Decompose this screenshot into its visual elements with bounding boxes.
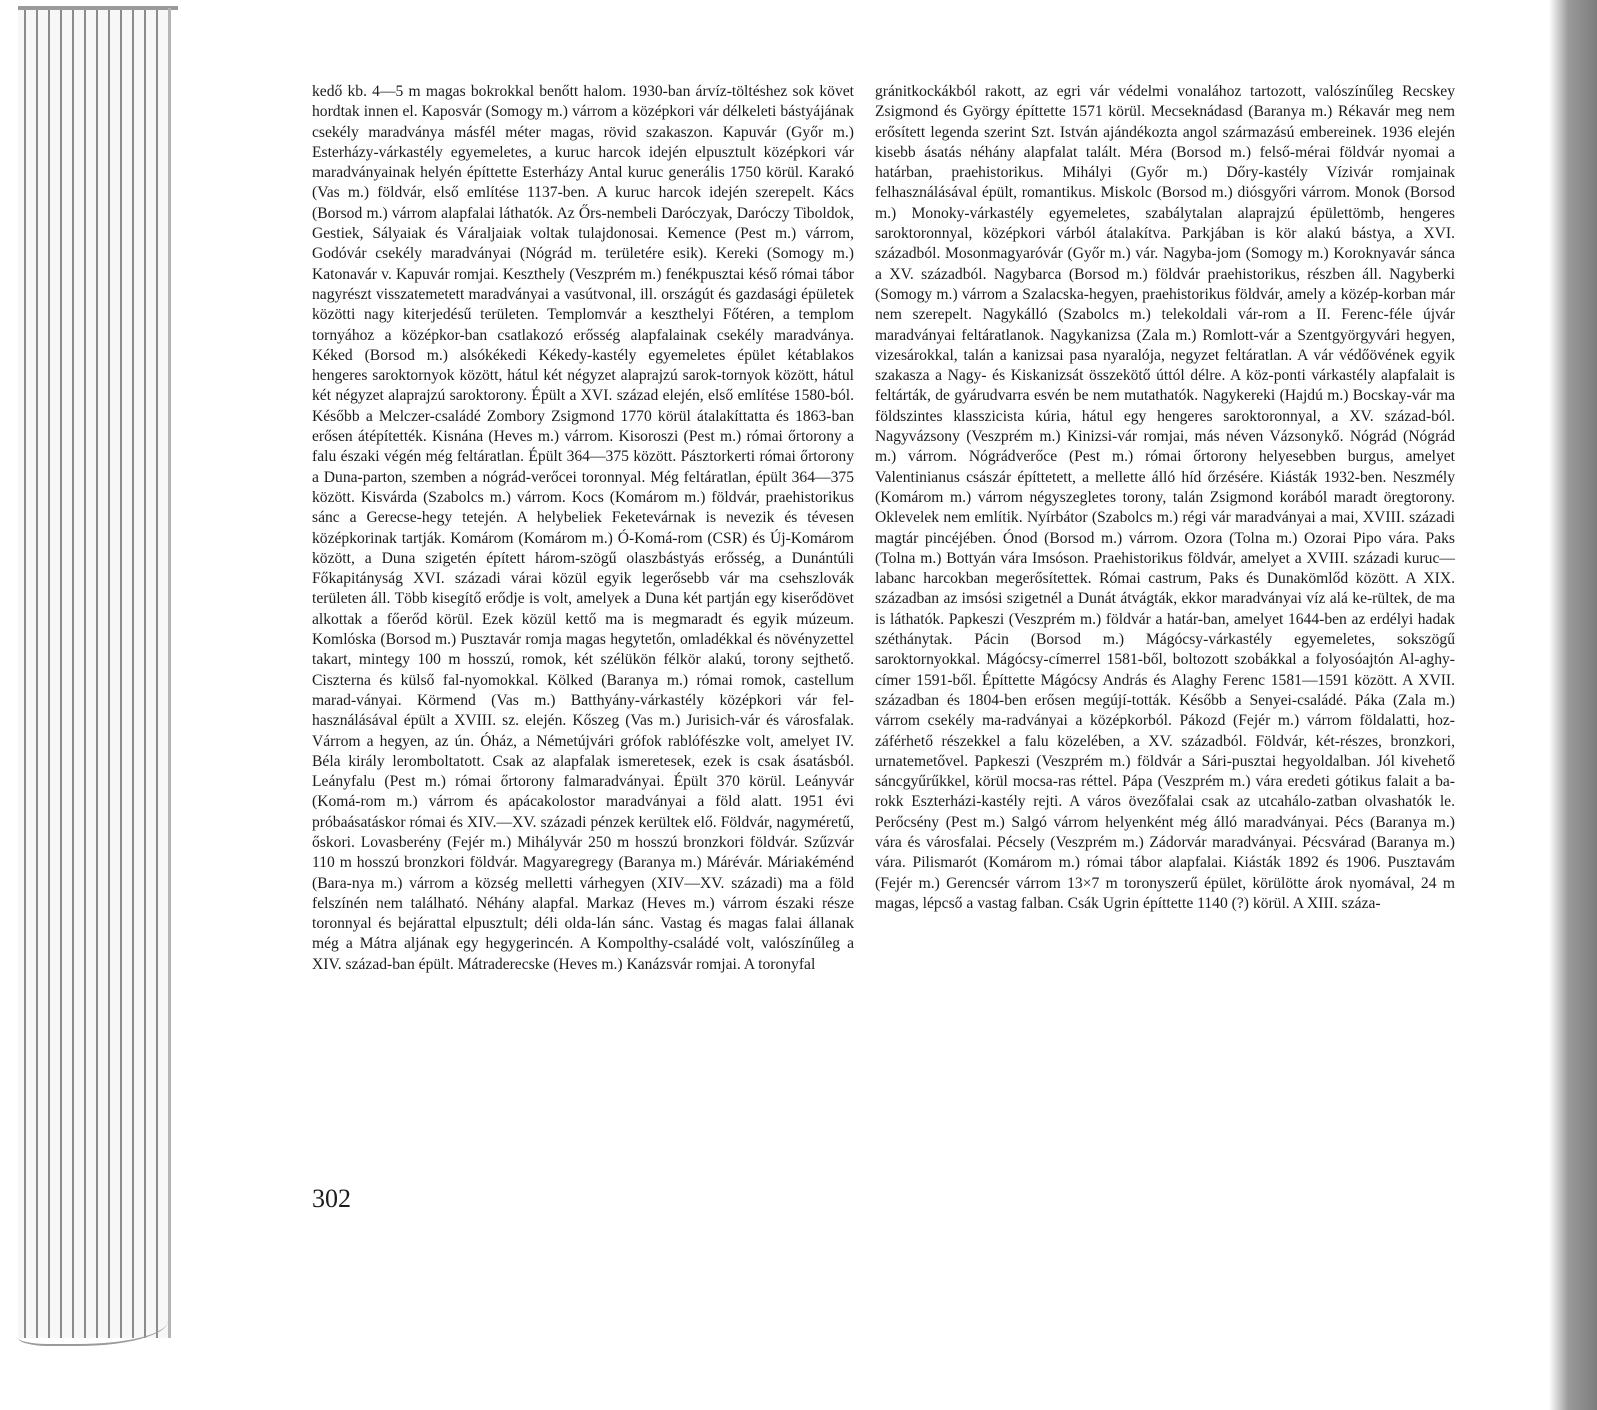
right-text-column	[875, 82, 1455, 914]
right-column-text: gránitkockákból rakott, az egri vár védelmi vonalához tartozott, valószínűleg Recskey Zsigmond és György építtette 1571 körül. Mecseknádasd (Baranya m.) Rékavár meg nem erősített legenda szerint Szt. István ajándékozta angol származású embereinek. 1936 elején kisebb ásatás néhány alapfalat talált. Méra (Borsod m.) felső-mérai földvár nyomai a határban, praehistorikus. Mihályi (Győr m.) Dőry-kastély Vízivár romjainak felhasználásával épült, romantikus. Miskolc (Borsod m.) diósgyőri várrom. Monok (Borsod m.) Monoky-várkastély egyemeletes, szabálytalan alaprajzú épülettömb, hengeres saroktoronnyal, középkori várból átalakítva. Parkjában is kör alakú bástya, a XVI. századból. Mosonmagyaróvár (Győr m.) vár. Nagyba-jom (Somogy m.) Koroknyavár sánca a XV. századból. Nagybarca (Borsod m.) földvár praehistorikus, részben áll. Nagyberki (Somogy m.) várrom a Szalacska-hegyen, praehistorikus földvár, amely a közép-korban már nem szerepelt. Nagykálló (Szabolcs m.) telekoldali vár-rom a II. Ferenc-féle újvár maradványai feltáratlanok. Nagykanizsa (Zala m.) Romlott-vár a Szentgyörgyvári hegyen, vizesárokkal, talán a kanizsai pasa nyaralója, negyzet feltáratlan. A vár védőövének egyik szakasza a Nagy- és Kiskanizsát összekötő úttól délre. A köz-ponti várkastély alapfalait is feltárták, de gyárudvarra esvén be nem mutathatók. Nagykereki (Hajdú m.) Bocskay-vár ma földszintes klasszicista kúria, hátul egy hengeres saroktoronnyal, a XV. század-ból. Nagyvázsony (Veszprém m.) Kinizsi-vár romjai, más néven Vázsonykő. Nógrád (Nógrád m.) várrom. Nógrádverőce (Pest m.) római őrtorony helyesebben burgus, amelyet Valentinianus császár építtetett, a mellette álló híd őrzésére. Kiásták 1932-ben. Neszmély (Komárom m.) várrom négyszegletes torony, talán Zsigmond korából maradt öregtorony. Oklevelek nem említik. Nyírbátor (Szabolcs m.) régi vár maradványai a mai, XVIII. századi magtár pincéjében. Ónod (Borsod m.) várrom. Ozora (Tolna m.) Ozorai Pipo vára. Paks (Tolna m.) Bottyán vára Imsóson. Praehistorikus földvár, amelyet a XVIII. századi kuruc—labanc harcokban megerősítettek. Római castrum, Paks és Dunakömlőd között. A XIX. században az imsósi szigetnél a Dunát átvágták, ekkor maradványai víz alá ke-rültek, de ma is láthatók. Papkeszi (Veszprém m.) földvár a határ-ban, amelyet 1644-ben az erdélyi hadak széthánytak. Pácin (Borsod m.) Mágócsy-várkastély egyemeletes, sokszögű saroktornyokkal. Mágócsy-címerrel 1581-ből, boltozott szobákkal a folyosóajtón Al-aghy-címer 1591-ből. Építtette Mágócsy András és Alaghy Ferenc 1581—1591 között. A XVII. században és 1804-ben erősen megújí-tották. Később a Senyei-családé. Páka (Zala m.) várrom csekély ma-radványai a középkorból. Pákozd (Fejér m.) várrom földalatti, hoz-záférhető részekkel a falu közelében, a XV. századból. Földvár, két-részes, bronzkori, urnatemetővel. Papkeszi (Veszprém m.) földvár a Sári-pusztai hegyoldalban. Jól kivehető sáncgyűrűkkel, körül mocsa-ras réttel. Pápa (Veszprém m.) vára eredeti gótikus falait a ba-rokk Eszterházi-kastély rejti. A város övezőfalai csak az utcahálo-zatban olvashatók le. Perőcsény (Pest m.) Salgó várrom helyenként még álló maradványai. Pécs (Baranya m.) vára és városfalai. Pécsely (Veszprém m.) Zádorvár maradványai. Pécsvárad (Baranya m.) vára. Pilismarót (Komárom m.) római tábor alapfalai. Kiásták 1892 és 1906. Pusztavám (Fejér m.) Gerencsér várrom 13×7 m toronyszerű épület, körülötte árok nyomával, 24 m magas, lépcső a vastag falban. Csák Ugrin építtette 1140 (?) körül. A XIII. száza-	[875, 83, 1455, 912]
left-column-text: kedő kb. 4—5 m magas bokrokkal benőtt halom. 1930-ban árvíz-töltéshez sok követ hordtak innen el. Kaposvár (Somogy m.) várrom a középkori vár délkeleti bástyájának csekély maradványa másfél méter magas, rövid szakaszon. Kapuvár (Győr m.) Esterházy-várkastély egyemeletes, a kuruc harcok idején elpusztult középkori vár maradványainak helyén építtette Esterházy Antal kuruc generális 1750 körül. Karakó (Vas m.) földvár, első említése 1137-ben. A kuruc harcok idején szerepelt. Kács (Borsod m.) várrom alapfalai láthatók. Az Őrs-nembeli Daróczyak, Daróczy Tiboldok, Gestiek, Sályaiak és Váraljaiak voltak tulajdonosai. Kemence (Pest m.) várrom, Godóvár csekély maradványai (Nógrád m. területére esik). Kereki (Somogy m.) Katonavár v. Kapuvár romjai. Keszthely (Veszprém m.) fenékpusztai késő római tábor nagyrészt visszatemetett maradványai a vasútvonal, ill. országút és gazdasági épületek közötti nagy kiterjedésű területen. Templomvár a keszthelyi Főtéren, a templom tornyához a középkor-ban csatlakozó erősség alapfalainak csekély maradványa. Kéked (Borsod m.) alsókékedi Kékedy-kastély egyemeletes épület kétablakos hengeres saroktornyok között, hátul két négyzet alaprajzú sarok-tornyok között, hátul két négyzet alaprajzú saroktorony. Épült a XVI. század elején, első említése 1580-ból. Később a Melczer-családé Zombory Zsigmond 1770 körül átalakíttatta és 1863-ban erősen átépítették. Kisnána (Heves m.) várrom. Kisoroszi (Pest m.) római őrtorony a falu északi végén még feltáratlan. Épült 364—375 között. Pásztorkerti római őrtorony a Duna-parton, szemben a nógrád-verőcei toronnyal. Még feltáratlan, épült 364—375 között. Kisvárda (Szabolcs m.) várrom. Kocs (Komárom m.) földvár, praehistorikus sánc a Gerecse-hegy tetején. A helybeliek Feketevárnak is nevezik és tévesen középkorinak tartják. Komárom (Komárom m.) Ó-Komá-rom (CSR) és Új-Komárom között, a Duna szigetén épített három-szögű olaszbástyás erősség, a Dunántúli Főkapitányság XVI. századi várai közül egyik legerősebb vár ma csehszlovák területen áll. Több kisegítő erődje is volt, amelyek a Duna két partján egy kiserődövet alkottak a főerőd körül. Ezek közül kettő ma is megmaradt és egyik múzeum. Komlóska (Borsod m.) Pusztavár romja magas hegytetőn, omladékkal és növényzettel takart, mintegy 100 m hosszú, romok, két szélükön félkör alakú, torony sejthető. Ciszterna és külső fal-nyomokkal. Kölked (Baranya m.) római romok, castellum marad-ványai. Körmend (Vas m.) Batthyány-várkastély középkori vár fel-használásával épült a XVIII. sz. elején. Kőszeg (Vas m.) Jurisich-vár és városfalak. Várrom a hegyen, az ún. Óház, a Németújvári grófok rablófészke volt, amelyet IV. Béla király leromboltatott. Csak az alapfalak ismeretesek, ezek is csak ásatásból. Leányfalu (Pest m.) római őrtorony falmaradványai. Épült 370 körül. Leányvár (Komá-rom m.) várrom és apácakolostor maradványai a föld alatt. 1951 évi próbaásatáskor római és XIV.—XV. századi pénzek kerültek elő. Földvár, nagyméretű, őskori. Lovasberény (Fejér m.) Mihályvár 250 m hosszú bronzkori földvár. Szűzvár 110 m hosszú bronzkori földvár. Magyaregregy (Baranya m.) Márévár. Máriakéménd (Bara-nya m.) várrom a község melletti várhegyen (XIV—XV. századi) ma a föld felszínén nem található. Néhány alapfal. Markaz (Heves m.) várrom északi része toronnyal és bejárattal elpusztult; déli olda-lán sánc. Vastag és magas falai állanak még a Mátra aljának egy hegygerincén. A Kompolthy-családé volt, valószínűleg a XIV. század-ban épült. Mátraderecske (Heves m.) Kanázsvár romjai. A toronyfal	[312, 83, 854, 973]
right-page-shadow	[1549, 0, 1597, 1410]
left-text-column	[312, 82, 854, 975]
binding-line	[168, 8, 171, 1338]
page-stack-edges	[18, 8, 168, 1338]
page-number: 302	[312, 1184, 351, 1213]
page-top-shadow	[18, 6, 178, 10]
